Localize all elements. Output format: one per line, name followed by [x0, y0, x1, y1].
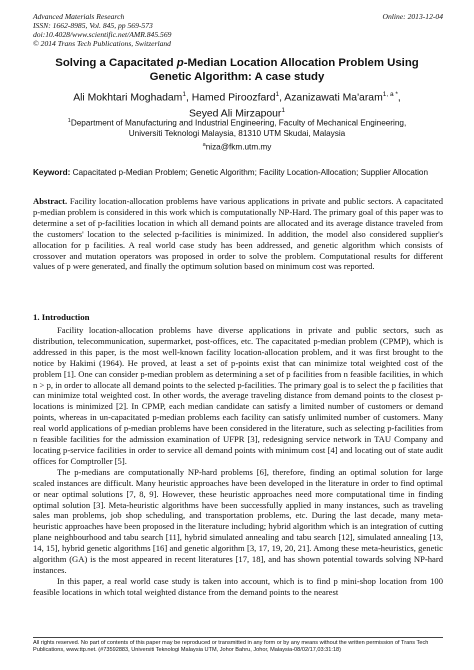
paragraph: The p-medians are computationally NP-hard problems [6], therefore, finding an optimal solution for large scaled instances are difficult. Many heuristic approaches have been developed in the literature in order to find optimal or near optimal solutions [7, 8, 9]. However, these heuristic approaches need more computational time in finding optimal solution [3]. Meta-heuristic algorithms have been successfully applied in many instances, such as traveling sales man problems, job shop scheduling, and transportation problems, etc. During the last decade, many meta-heuristic approaches have been proposed in the literature including; hybrid algorithm which is an integration of cutting plane neighbourhood and tabu search [11], hybrid simulated annealing and tabu search [12], simulated annealing [13, 14, 15], hybrid genetic algorithms [16] and genetic algorithm [3, 17, 19, 20, 21]. Among these meta-heuristics, genetic algorithm (GA) is the most appeared in recent literatures [17, 18], and has shown potential towards solving NP-hard instances.	[33, 466, 443, 575]
issn-line: ISSN: 1662-8985, Vol. 845, pp 569-573	[33, 21, 153, 30]
section-heading: 1. Introduction	[33, 312, 90, 322]
rights-footer: All rights reserved. No part of contents of this paper may be reproduced or transmitted in any form or by any means without the written permission of Trans Tech Publications, www.ttp.net. (#73592883, Universiti Teknologi Malaysia UTM, Johor Bahru, Johor, Malaysia-08/02/17,03:31:18)	[33, 640, 429, 653]
author-email[interactable]: $^a$niza@fkm.utm.my	[202, 142, 272, 152]
introduction-body	[33, 325, 443, 598]
paragraph: Facility location-allocation problems have diverse applications in private and public sectors, such as distribution, telecommunication, supermarket, post-offices, etc. The capacitated p-median problem (CPMP), which is addressed in this paper, is the most well-known facility location-allocation problem, and it was first brought to the notice by Hakimi (1964). He proved, at least a set of p-points exist that can minimize total weighted cost of the problem [1]. One can consider p-median problem as determining a set of p facilities from n feasible facilities, in which n > p, in order to allocate all demand points to the selected p-facilities. The primary goal is to select the p facilities that can minimize total weighted cost. In other words, the average traveling distance from demand points to the closest p-locations is minimized [2]. In CPMP, each median candidate can satisfy a limited number of customers or demand points, whereas in un-capacitated p-median problems each facility can satisfy unlimited number of customers. Many real world applications of p-median problems have been considered in the literature, such as selecting p-facilities from n feasible facilities for the admission examination of UFPR [3], redesigning service network in TAU Company and locating p-service facilities in order to service all demand points with minimum cost [4] and locating out of state audit offices for Comptroller [5].	[33, 325, 443, 466]
paper-title: Solving a Capacitated p-Median Location Allocation Problem Using Genetic Algorithm: A case study	[55, 57, 419, 83]
paragraph: In this paper, a real world case study is taken into account, which is to find p mini-shop location from 100 feasible locations in which total weighted distance from the demand points to the nearest	[33, 575, 443, 597]
copyright-line: © 2014 Trans Tech Publications, Switzerland	[33, 39, 171, 48]
author-list: Ali Mokhtari Moghadam$^1$, Hamed Piroozfard$^1$, Azanizawati Ma'aram$^{1, a *}$, Seyed Ali Mirzapour$^1$	[73, 91, 401, 120]
journal-name: Advanced Materials Research	[33, 12, 125, 21]
keywords	[33, 168, 443, 178]
affiliation: $^1$Department of Manufacturing and Industrial Engineering, Faculty of Mechanical Engineering, Universiti Teknologi Malaysia, 81310 UTM Skudai, Malaysia	[67, 118, 407, 138]
online-date: Online: 2013-12-04	[382, 12, 443, 21]
keywords-label: Keyword:	[33, 168, 71, 177]
abstract	[33, 196, 443, 272]
abstract-label: Abstract.	[33, 196, 68, 206]
journal-header	[33, 12, 443, 48]
keywords-text: Capacitated p-Median Problem; Genetic Algorithm; Facility Location-Allocation; Supplier Allocation	[70, 168, 429, 177]
abstract-text: Facility location-allocation problems have various applications in private and public sectors. A capacitated p-median problem is considered in this work which is computationally NP-Hard. The primary goal of this paper was to determine a set of p-facilities location in which all demand points are allocated and its average distance traveled from the customers' location to the selected p-facilities is minimized. In addition, the model also considered supplier's allocation for p facilities. A real world case study has been addressed, and genetic algorithm which consists of crossover and mutation operators was proposed in order to solve the problem. Computational results for different values of p were generated, and finally the optimum solution based on minimum cost was reported.	[33, 196, 443, 272]
doi-line: doi:10.4028/www.scientific.net/AMR.845.569	[33, 30, 172, 39]
footer-divider	[33, 637, 443, 638]
